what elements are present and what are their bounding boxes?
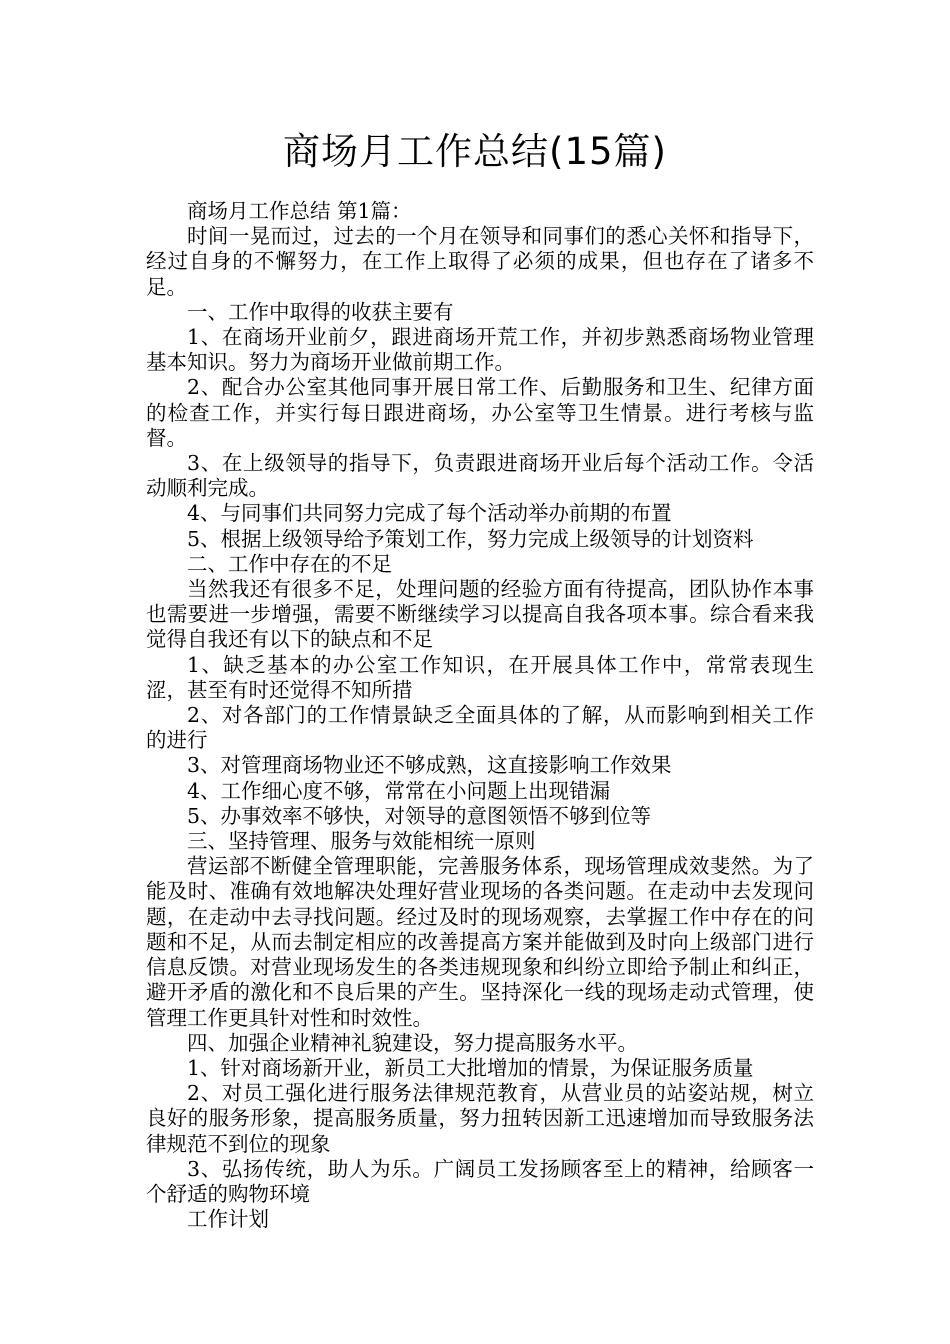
paragraph-item: 3、在上级领导的指导下，负责跟进商场开业后每个活动工作。令活动顺利完成。 — [146, 451, 814, 501]
paragraph-item: 3、弘扬传统，助人为乐。广阔员工发扬顾客至上的精神，给顾客一个舒适的购物环境 — [146, 1156, 814, 1206]
document-title: 商场月工作总结(15篇) — [283, 130, 667, 173]
paragraph-item: 2、配合办公室其他同事开展日常工作、后勤服务和卫生、纪律方面的检查工作，并实行每日跟进商场，办公室等卫生情景。进行考核与监督。 — [146, 375, 814, 450]
paragraph-item: 3、对管理商场物业还不够成熟，这直接影响工作效果 — [187, 753, 672, 778]
paragraph-item: 5、根据上级领导给予策划工作，努力完成上级领导的计划资料 — [187, 526, 754, 551]
paragraph-item: 4、工作细心度不够，常常在小问题上出现错漏 — [187, 778, 611, 803]
paragraph-section-heading: 商场月工作总结 第1篇： — [187, 199, 412, 223]
paragraph-item: 4、与同事们共同努力完成了每个活动举办前期的布置 — [187, 501, 672, 526]
paragraph-item: 1、针对商场新开业，新员工大批增加的情景，为保证服务质量 — [187, 1055, 754, 1080]
paragraph-item: 1、缺乏基本的办公室工作知识，在开展具体工作中，常常表现生涩，甚至有时还觉得不知所措 — [146, 652, 814, 702]
paragraph-closing-heading: 工作计划 — [187, 1207, 269, 1232]
paragraph-item: 2、对各部门的工作情景缺乏全面具体的了解，从而影响到相关工作的进行 — [146, 703, 814, 753]
paragraph-text: 营运部不断健全管理职能，完善服务体系，现场管理成效斐然。为了能及时、准确有效地解决处理好营业现场的各类问题。在走动中去发现问题，在走动中去寻找问题。经过及时的现场观察，去掌握工作中存在的问题和不足，从而去制定相应的改善提高方案并能做到及时向上级部门进行信息反馈。对营业现场发生的各类违规现象和纠纷立即给予制止和纠正，避开矛盾的激化和不良后果的产生。坚持深化一线的现场走动式管理，使管理工作更具针对性和时效性。 — [146, 854, 814, 1030]
paragraph-item: 2、对员工强化进行服务法律规范教育，从营业员的站姿站规，树立良好的服务形象，提高服务质量，努力扭转因新工迅速增加而导致服务法律规范不到位的现象 — [146, 1081, 814, 1156]
paragraph-text: 当然我还有很多不足，处理问题的经验方面有待提高，团队协作本事也需要进一步增强，需要不断继续学习以提高自我各项本事。综合看来我觉得自我还有以下的缺点和不足 — [146, 577, 814, 652]
paragraph-heading-1: 一、工作中取得的收获主要有 — [187, 299, 454, 324]
paragraph-item: 5、办事效率不够快，对领导的意图领悟不够到位等 — [187, 803, 652, 828]
paragraph-heading-3: 三、坚持管理、服务与效能相统一原则 — [187, 829, 536, 854]
paragraph-heading-2: 二、工作中存在的不足 — [187, 551, 392, 576]
paragraph-intro: 时间一晃而过，过去的一个月在领导和同事们的悉心关怀和指导下，经过自身的不懈努力，在工作上取得了必须的成果，但也存在了诸多不足。 — [146, 224, 814, 299]
document-body — [146, 199, 814, 1232]
paragraph-item: 1、在商场开业前夕，跟进商场开荒工作，并初步熟悉商场物业管理基本知识。努力为商场开业做前期工作。 — [146, 325, 814, 375]
paragraph-heading-4: 四、加强企业精神礼貌建设，努力提高服务水平。 — [187, 1030, 638, 1055]
